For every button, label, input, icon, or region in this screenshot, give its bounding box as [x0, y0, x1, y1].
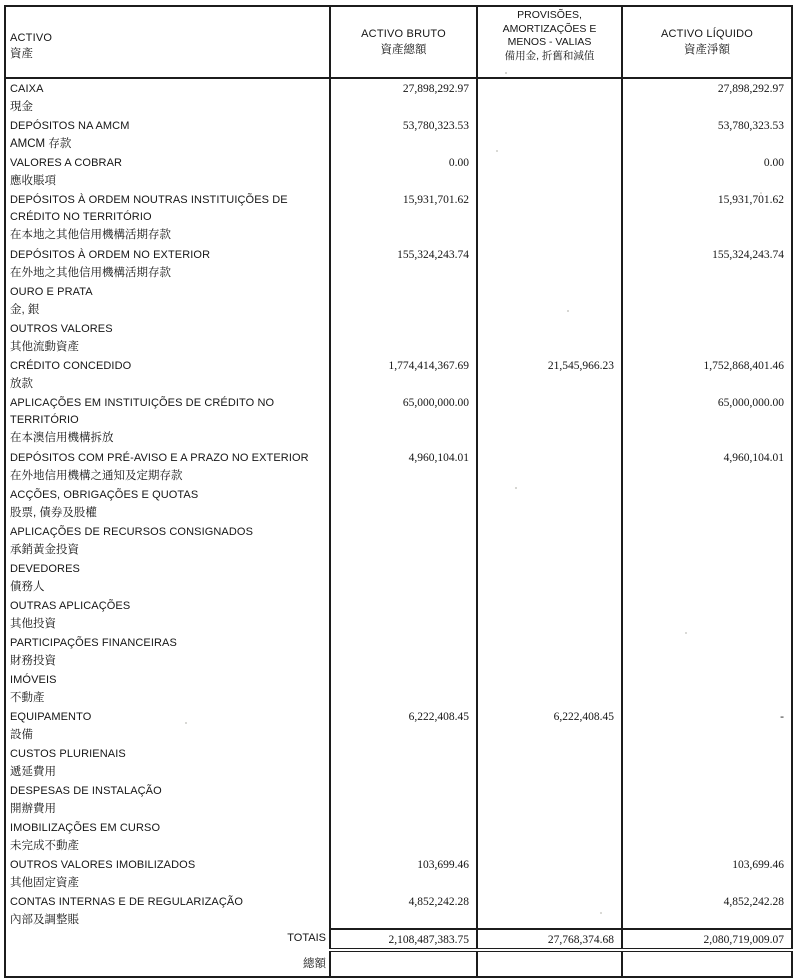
cell-activo-bruto	[330, 633, 477, 670]
cell-activo-liquido	[622, 485, 792, 522]
totals-row	[5, 929, 792, 950]
cell-provisoes	[477, 282, 622, 319]
row-label-pt: CONTAS INTERNAS E DE REGULARIZAÇÃO	[10, 896, 244, 908]
cell-activo-bruto: 4,852,242.28	[330, 892, 477, 929]
cell-activo-bruto: 6,222,408.45	[330, 707, 477, 744]
cell-provisoes	[477, 485, 622, 522]
table-row	[5, 892, 792, 929]
header-provisoes	[477, 6, 622, 78]
cell-activo-bruto: 0.00	[330, 153, 477, 190]
cell-activo-bruto: 53,780,323.53	[330, 116, 477, 153]
row-label-zh: 在外地信用機構之通知及定期存款	[10, 470, 183, 482]
row-label-pt: DEVEDORES	[10, 563, 80, 575]
table-row	[5, 633, 792, 670]
header-provisoes-line3: MENOS - VALIAS	[507, 36, 592, 48]
totals-label-zh: 總額	[303, 958, 326, 970]
cell-activo-bruto	[330, 485, 477, 522]
table-row	[5, 393, 792, 448]
header-provisoes-line1: PROVISÕES,	[517, 9, 582, 21]
cell-provisoes	[477, 559, 622, 596]
row-label-zh: 承銷黃金投資	[10, 544, 79, 556]
row-label-zh: 不動產	[10, 692, 45, 704]
totals-label-pt: TOTAIS	[287, 932, 326, 944]
balance-sheet-document	[4, 5, 793, 978]
table-row	[5, 319, 792, 356]
cell-activo-liquido	[622, 633, 792, 670]
row-label-zh: 其他固定資產	[10, 877, 79, 889]
totals-empty-bruto	[330, 950, 477, 977]
row-label-zh: 應收賬項	[10, 175, 56, 187]
header-activo-bruto-pt: ACTIVO BRUTO	[361, 27, 446, 40]
table-totals	[5, 929, 792, 977]
cell-provisoes	[477, 153, 622, 190]
cell-provisoes: 21,545,966.23	[477, 356, 622, 393]
header-activo-liquido	[622, 6, 792, 78]
cell-provisoes	[477, 78, 622, 116]
cell-provisoes	[477, 818, 622, 855]
row-label-pt: APLICAÇÕES EM INSTITUIÇÕES DE CRÉDITO NO TERRITÓRIO	[10, 397, 275, 426]
cell-activo-liquido: 155,324,243.74	[622, 245, 792, 282]
cell-provisoes: 6,222,408.45	[477, 707, 622, 744]
table-row	[5, 78, 792, 116]
cell-provisoes	[477, 855, 622, 892]
row-label-pt: DEPÓSITOS NA AMCM	[10, 120, 130, 132]
row-label-pt: IMÓVEIS	[10, 674, 57, 686]
cell-activo-bruto: 1,774,414,367.69	[330, 356, 477, 393]
cell-activo-bruto: 27,898,292.97	[330, 78, 477, 116]
row-label-pt: DEPÓSITOS À ORDEM NOUTRAS INSTITUIÇÕES DE CRÉDITO NO TERRITÓRIO	[10, 194, 288, 223]
cell-activo-liquido	[622, 282, 792, 319]
row-label-pt: DEPÓSITOS COM PRÉ-AVISO E A PRAZO NO EXTERIOR	[10, 452, 309, 464]
table-header	[5, 6, 792, 78]
row-label-zh: 債務人	[10, 581, 45, 593]
table-row	[5, 596, 792, 633]
row-label-zh: 現金	[10, 101, 33, 113]
table-row	[5, 485, 792, 522]
row-label-zh: 其他流動資產	[10, 341, 79, 353]
table-row	[5, 116, 792, 153]
cell-activo-bruto	[330, 522, 477, 559]
table-row	[5, 818, 792, 855]
cell-activo-bruto	[330, 744, 477, 781]
row-label-pt: CRÉDITO CONCEDIDO	[10, 360, 132, 372]
table-row	[5, 153, 792, 190]
row-label-zh: 在本地之其他信用機構活期存款	[10, 229, 171, 241]
row-label-zh: 在本澳信用機構拆放	[10, 432, 114, 444]
cell-provisoes	[477, 393, 622, 448]
table-row	[5, 356, 792, 393]
table-row	[5, 245, 792, 282]
header-provisoes-zh: 備用金, 折舊和減值	[504, 49, 595, 62]
cell-provisoes	[477, 744, 622, 781]
row-label-zh: 遞延費用	[10, 766, 56, 778]
row-label-pt: IMOBILIZAÇÕES EM CURSO	[10, 822, 161, 834]
cell-provisoes	[477, 448, 622, 485]
row-label-pt: ACÇÕES, OBRIGAÇÕES E QUOTAS	[10, 489, 199, 501]
table-row	[5, 522, 792, 559]
cell-activo-bruto: 155,324,243.74	[330, 245, 477, 282]
cell-activo-bruto	[330, 596, 477, 633]
table-body	[5, 78, 792, 929]
row-label-pt: OURO E PRATA	[10, 286, 93, 298]
header-activo-liquido-pt: ACTIVO LÍQUIDO	[660, 27, 754, 40]
header-activo-zh: 資產	[10, 47, 33, 60]
cell-provisoes	[477, 633, 622, 670]
cell-activo-liquido: 0.00	[622, 153, 792, 190]
row-label-pt: CAIXA	[10, 83, 44, 95]
row-label-zh: 財務投資	[10, 655, 56, 667]
table-row	[5, 707, 792, 744]
cell-activo-liquido: 1,752,868,401.46	[622, 356, 792, 393]
table-row	[5, 448, 792, 485]
cell-activo-bruto	[330, 282, 477, 319]
cell-activo-liquido: 15,931,701.62	[622, 190, 792, 245]
cell-provisoes	[477, 116, 622, 153]
totals-activo-bruto: 2,108,487,383.75	[330, 929, 477, 950]
cell-provisoes	[477, 892, 622, 929]
totals-empty-liquido	[622, 950, 792, 977]
row-label-pt: EQUIPAMENTO	[10, 711, 92, 723]
cell-activo-bruto	[330, 781, 477, 818]
balance-sheet-table	[4, 5, 793, 978]
table-row	[5, 670, 792, 707]
header-provisoes-line2: AMORTIZAÇÕES E	[502, 22, 597, 35]
cell-activo-liquido	[622, 744, 792, 781]
row-label-pt: DEPÓSITOS À ORDEM NO EXTERIOR	[10, 249, 211, 261]
table-row	[5, 282, 792, 319]
cell-activo-bruto	[330, 319, 477, 356]
cell-activo-liquido: 4,852,242.28	[622, 892, 792, 929]
totals-empty-provisoes	[477, 950, 622, 977]
row-label-pt: APLICAÇÕES DE RECURSOS CONSIGNADOS	[10, 526, 254, 538]
cell-activo-bruto: 4,960,104.01	[330, 448, 477, 485]
header-activo	[5, 6, 330, 78]
row-label-zh: 股票, 債券及股權	[10, 507, 97, 519]
cell-provisoes	[477, 596, 622, 633]
cell-provisoes	[477, 522, 622, 559]
row-label-zh: 開辦費用	[10, 803, 56, 815]
cell-provisoes	[477, 319, 622, 356]
row-label-zh: 內部及調整賬	[10, 914, 79, 926]
row-label-pt: DESPESAS DE INSTALAÇÃO	[10, 785, 162, 797]
row-label-zh: AMCM 存款	[10, 138, 72, 150]
row-label-zh: 放款	[10, 378, 33, 390]
cell-activo-bruto	[330, 670, 477, 707]
table-row	[5, 744, 792, 781]
table-row	[5, 781, 792, 818]
row-label-pt: VALORES A COBRAR	[10, 157, 123, 169]
cell-provisoes	[477, 245, 622, 282]
cell-activo-bruto: 103,699.46	[330, 855, 477, 892]
header-activo-liquido-zh: 資產淨額	[684, 43, 730, 56]
cell-activo-liquido: 65,000,000.00	[622, 393, 792, 448]
cell-activo-bruto	[330, 818, 477, 855]
row-label-zh: 在外地之其他信用機構活期存款	[10, 267, 171, 279]
cell-activo-liquido: 4,960,104.01	[622, 448, 792, 485]
table-row	[5, 855, 792, 892]
cell-provisoes	[477, 670, 622, 707]
table-row	[5, 559, 792, 596]
row-label-zh: 其他投資	[10, 618, 56, 630]
totals-provisoes: 27,768,374.68	[477, 929, 622, 950]
header-activo-bruto-zh: 資產總額	[380, 43, 427, 56]
cell-activo-bruto: 65,000,000.00	[330, 393, 477, 448]
cell-activo-liquido	[622, 522, 792, 559]
cell-activo-liquido	[622, 319, 792, 356]
cell-activo-liquido	[622, 781, 792, 818]
row-label-zh: 未完成不動產	[10, 840, 79, 852]
cell-activo-liquido: 27,898,292.97	[622, 78, 792, 116]
cell-activo-liquido	[622, 596, 792, 633]
row-label-zh: 設備	[10, 729, 33, 741]
table-row	[5, 190, 792, 245]
row-label-pt: PARTICIPAÇÕES FINANCEIRAS	[10, 637, 177, 649]
cell-activo-liquido: 53,780,323.53	[622, 116, 792, 153]
cell-provisoes	[477, 190, 622, 245]
header-activo-pt: ACTIVO	[10, 31, 53, 44]
cell-activo-bruto	[330, 559, 477, 596]
row-label-zh: 金, 銀	[10, 304, 40, 316]
cell-activo-liquido	[622, 818, 792, 855]
row-label-pt: OUTRAS APLICAÇÕES	[10, 600, 131, 612]
row-label-pt: OUTROS VALORES IMOBILIZADOS	[10, 859, 196, 871]
cell-activo-liquido: 103,699.46	[622, 855, 792, 892]
totals-row-zh	[5, 950, 792, 977]
row-label-pt: CUSTOS PLURIENAIS	[10, 748, 126, 760]
cell-provisoes	[477, 781, 622, 818]
cell-activo-liquido	[622, 670, 792, 707]
cell-activo-liquido	[622, 559, 792, 596]
row-label-pt: OUTROS VALORES	[10, 323, 113, 335]
header-activo-bruto	[330, 6, 477, 78]
cell-activo-bruto: 15,931,701.62	[330, 190, 477, 245]
totals-activo-liquido: 2,080,719,009.07	[622, 929, 792, 950]
cell-activo-liquido: -	[622, 707, 792, 744]
